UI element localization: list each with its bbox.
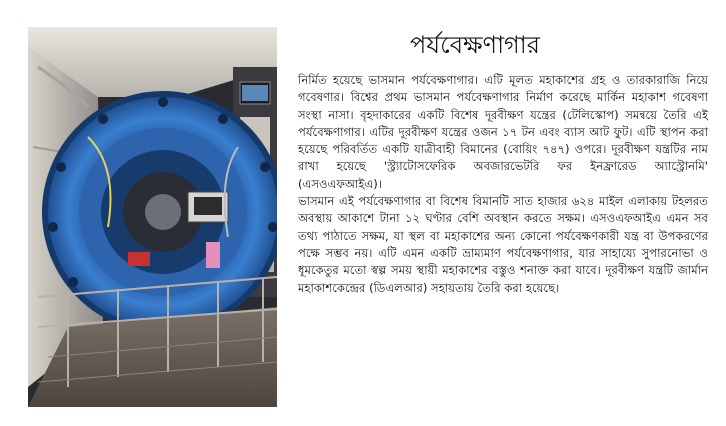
article-paragraph: নির্মিত হয়েছে ভাসমান পর্যবেক্ষণাগার। এটি মূলত মহাকাশের গ্রহ ও তারকারাজি নিয়ে গবেষণার। বিশ্বের প্রথম ভাসমান পর্যবেক্ষণাগার নির্মাণ করেছে মার্কিন মহাকাশ গবেষণা সংস্থা নাসা। বৃহদাকারের একটি বিশেষ দূরবীক্ষণ যন্ত্রের (টেলিস্কোপ) সমন্বয়ে তৈরি এই পর্যবেক্ষণাগার। এটির দূরবীক্ষণ যন্ত্রের ওজন ১৭ টন এবং ব্যাস আট ফুট। এটি স্থাপন করা হয়েছে পরিবর্তিত একটি যাত্রীবাহী বিমানের (বোয়িং ৭৪৭) ওপরে। দূরবীক্ষণ যন্ত্রটির নাম রাখা হয়েছে 'স্ট্র্যাটোসফেরিক অবজারভেটরি ফর ইনফ্রারেড অ্যাস্ট্রোনমি' (এসওএফআইএ)। bbox=[298, 73, 708, 191]
article-paragraph: ভাসমান এই পর্যবেক্ষণাগার বা বিশেষ বিমানটি সাত হাজার ৬২৪ মাইল এলাকায় টহলরত অবস্থায় আকাশে টানা ১২ ঘণ্টার বেশি অবস্থান করতে সক্ষম। এসওএফআইএ এমন সব তথ্য পাঠাতে সক্ষম, যা স্থল বা মহাকাশের অন্য কোনো পর্যবেক্ষণকারী যন্ত্র বা উপকরণের পক্ষে সম্ভব নয়। এটি এমন একটি ভ্রাম্যমাণ পর্যবেক্ষণাগার, যার সাহায্যে সুপারনোভা ও ধূমকেতুর মতো স্বল্প সময় স্থায়ী মহাকাশের বস্তুও শনাক্ত করা যাবে। দূরবীক্ষণ যন্ত্রটি জার্মান মহাকাশকেন্দ্রের (ডিএলআর) সহায়তায় তৈরি করা হয়েছে। bbox=[298, 194, 708, 295]
article-body bbox=[298, 72, 708, 297]
article-title: পর্যবেক্ষণাগার bbox=[410, 31, 540, 59]
telescope-photo bbox=[28, 27, 277, 407]
